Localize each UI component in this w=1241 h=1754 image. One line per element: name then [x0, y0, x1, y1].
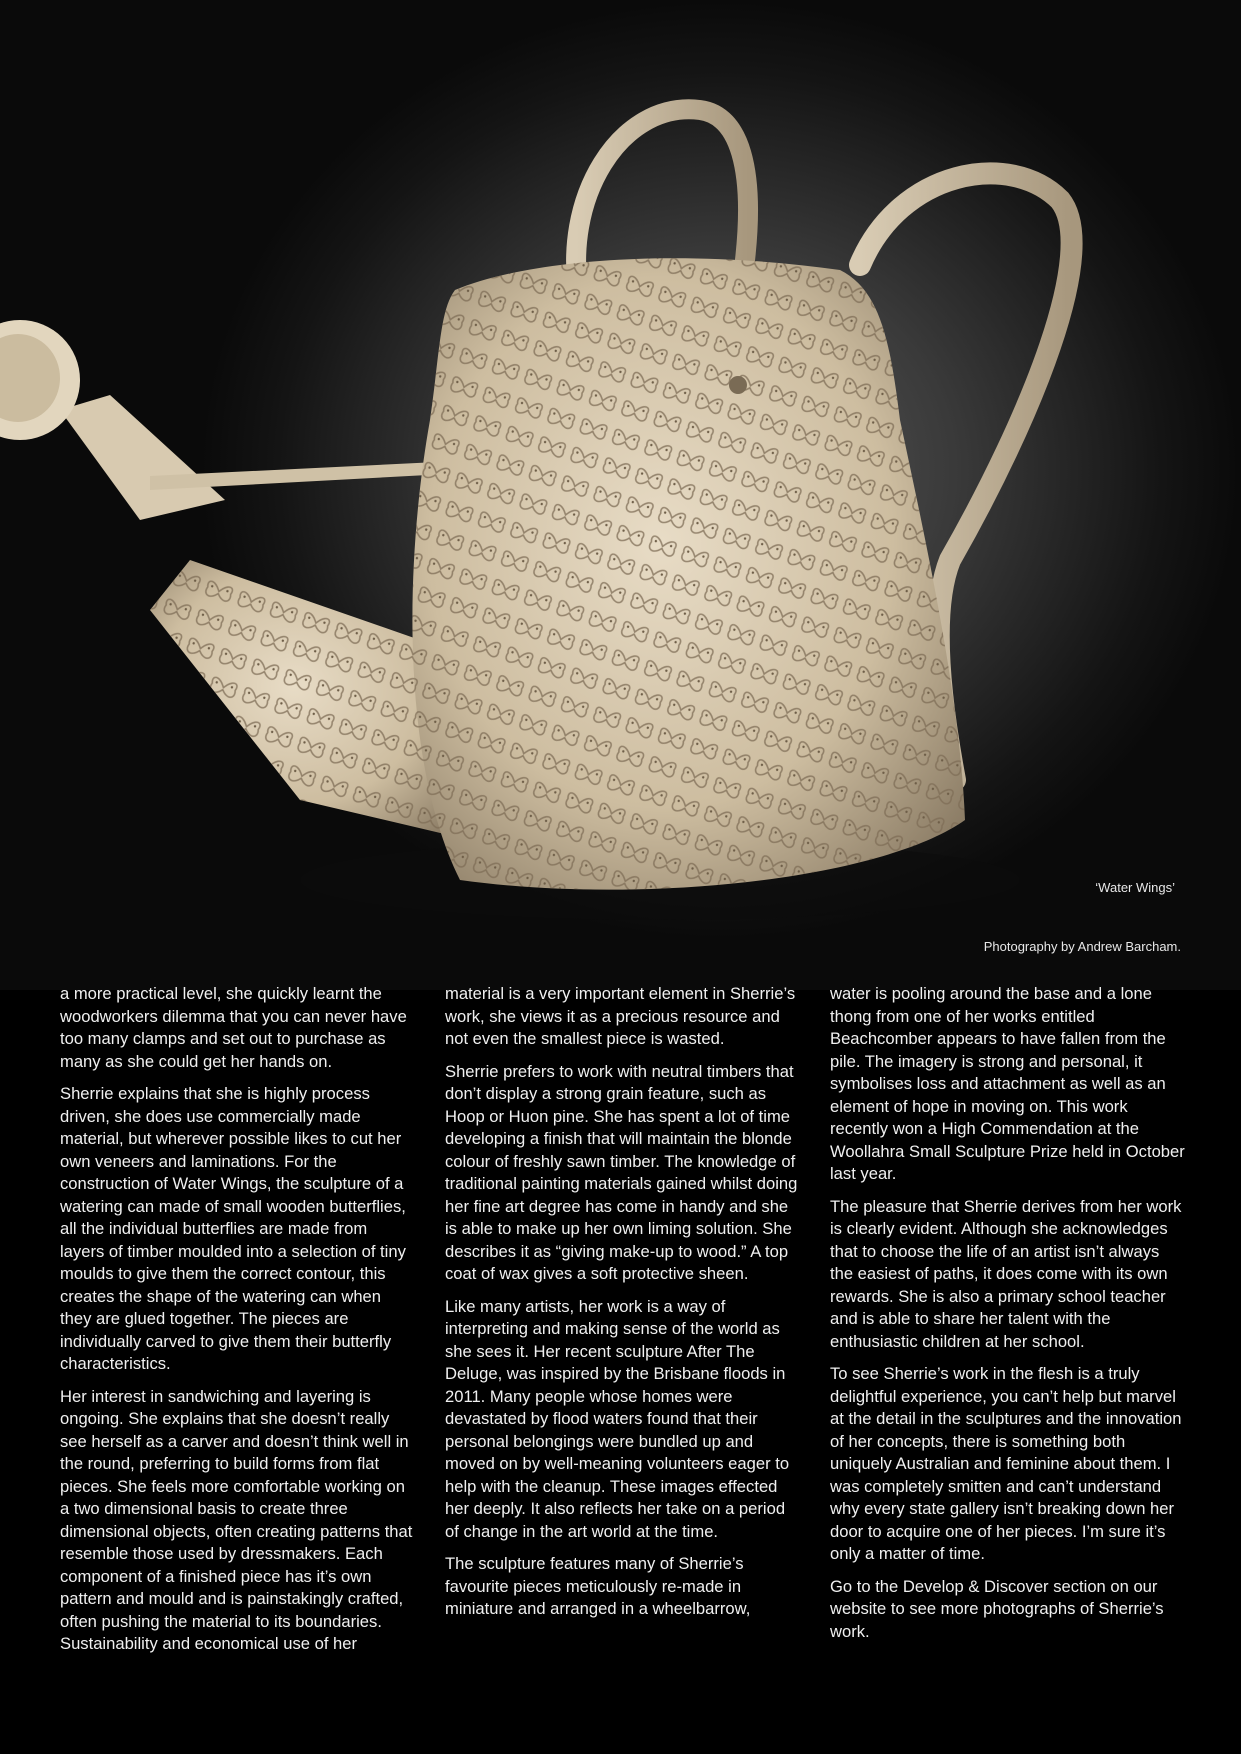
rivet	[729, 376, 747, 394]
photo-title: ‘Water Wings’	[1095, 880, 1175, 895]
spout-tube	[60, 395, 225, 520]
paragraph: Sherrie prefers to work with neutral timbers that don’t display a strong grain feature, such as Hoop or Huon pine. She has spent a lot of time developing a finish that will maintain the blonde colour of freshly sawn timber. The knowledge of traditional painting materials gained whilst doing her fine art degree has come in handy and she is able to make up her own liming solution. She describes it as “giving make-up to wood.” A top coat of wax gives a soft protective sheen.	[445, 1061, 798, 1283]
paragraph: Sherrie explains that she is highly process driven, she does use commercially made material, but wherever possible likes to cut her own veneers and laminations. For the construction of Water Wings, the sculpture of a watering can made of small wooden butterflies, all the individual butterflies are made from layers of timber moulded into a selection of tiny moulds to give them the correct contour, this creates the shape of the watering can when they are glued together. The pieces are individually carved to give them their butterfly characteristics.	[60, 1084, 406, 1373]
paragraph: The pleasure that Sherrie derives from her work is clearly evident. Although she acknowledges that to choose the life of an artist isn’t always the easiest of paths, it does come with its own rewards. She is also a primary school teacher and is able to share her talent with the enthusiastic children at her school.	[830, 1196, 1182, 1351]
column-3	[830, 983, 1185, 1723]
paragraph: To see Sherrie’s work in the flesh is a truly delightful experience, you can’t help but marvel at the detail in the sculptures and the innovation of her concepts, there is something both uniquely Australian and feminine about them. I was completely smitten and can’t understand why every state gallery isn’t breaking down her door to acquire one of her pieces. I’m sure it’s only a matter of time.	[830, 1364, 1182, 1563]
photo-credit: Photography by Andrew Barcham.	[983, 939, 1181, 954]
paragraph: material is a very important element in Sherrie’s work, she views it as a precious resource and not even the smallest piece is wasted.	[445, 984, 796, 1048]
paragraph: Go to the Develop & Discover section on our website to see more photographs of Sherrie’s work.	[830, 1576, 1164, 1641]
paragraph: The sculpture features many of Sherrie’s favourite pieces meticulously re-made in miniature and arranged in a wheelbarrow,	[445, 1554, 751, 1618]
paragraph: a more practical level, she quickly learnt the woodworkers dilemma that you can never have too many clamps and set out to purchase as many as she could get her hands on.	[60, 984, 407, 1071]
article-body	[60, 983, 1185, 1723]
paragraph: Her interest in sandwiching and layering is ongoing. She explains that she doesn’t really see herself as a carver and doesn’t think well in the round, preferring to build forms from flat pieces. She feels more comfortable working on a two dimensional basis to create three dimensional objects, often creating patterns that resemble those used by dressmakers. Each component of a finished piece has it’s own pattern and mould and is painstakingly crafted, often pushing the material to its boundaries. Sustainability and economical use of her	[60, 1386, 413, 1653]
column-2	[445, 983, 800, 1723]
column-1	[60, 983, 415, 1723]
paragraph: water is pooling around the base and a lone thong from one of her works entitled Beachcomber appears to have fallen from the pile. The imagery is strong and personal, it symbolises loss and attachment as well as an element of hope in moving on. This work recently won a High Commendation at the Woollahra Small Sculpture Prize held in October last year.	[830, 984, 1185, 1183]
paragraph: Like many artists, her work is a way of interpreting and making sense of the world as she sees it. Her recent sculpture After The Deluge, was inspired by the Brisbane floods in 2011. Many people whose homes were devastated by flood waters found that their personal belongings were bundled up and moved on by well-meaning volunteers eager to help with the cleanup. These images effected her deeply. It also reflects her take on a period of change in the art world at the time.	[445, 1296, 790, 1541]
